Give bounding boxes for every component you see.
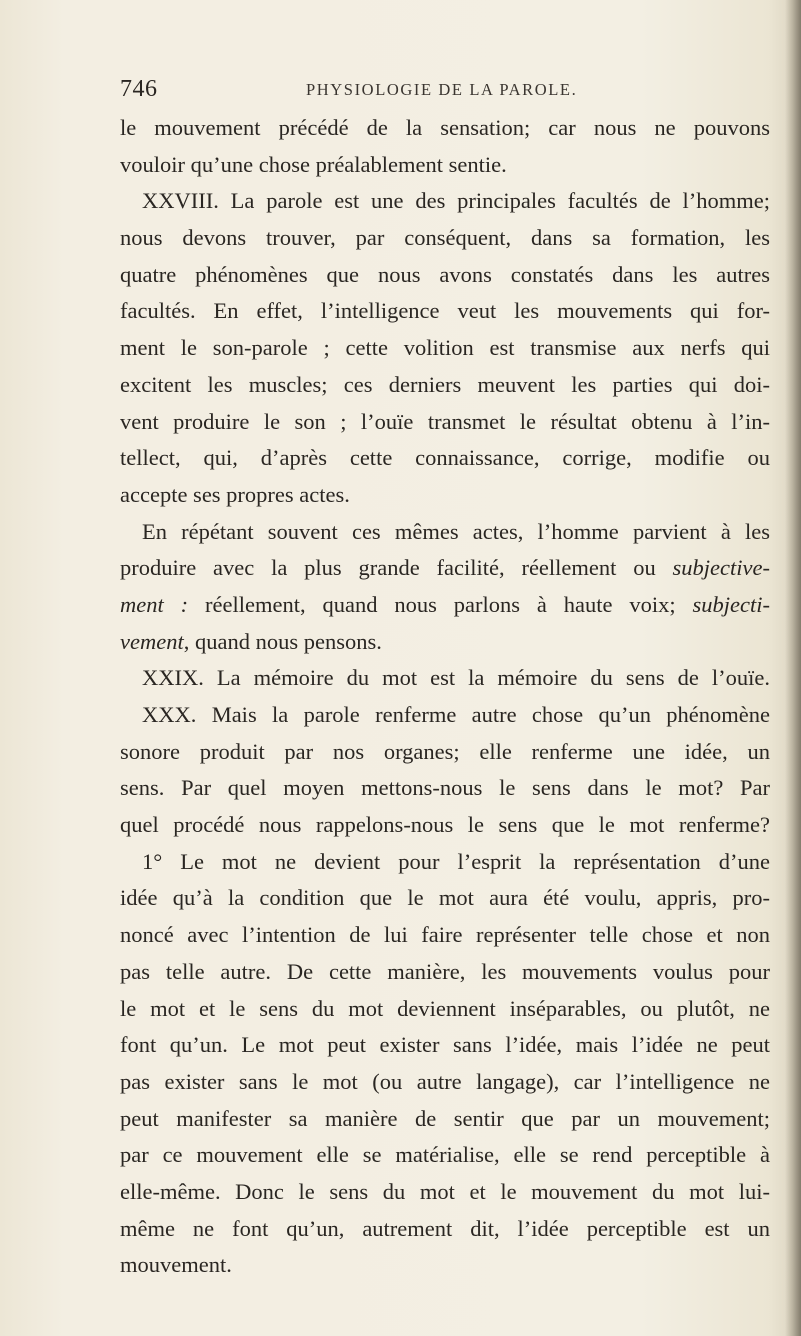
text-line <box>120 514 770 551</box>
text-line <box>120 367 770 404</box>
text-line <box>120 147 770 184</box>
text-line <box>120 1211 770 1248</box>
text-segment: XXX. Mais la parole renferme autre chose qu’un phénomène <box>142 702 770 727</box>
text-segment: font qu’un. Le mot peut exister sans l’idée, mais l’idée ne peut <box>120 1032 770 1058</box>
text-line <box>120 880 770 917</box>
text-segment: quel procédé nous rappelons-nous le sens que le mot renferme? <box>120 812 770 838</box>
italic-text: ment : <box>120 591 189 617</box>
text-segment: noncé avec l’intention de lui faire représenter telle chose et non <box>120 922 770 948</box>
text-segment: vouloir qu’une chose préalablement sentie. <box>120 151 507 177</box>
text-segment: XXIX. La mémoire du mot est la mémoire du sens de l’ouïe. <box>142 665 770 691</box>
text-line <box>120 550 770 587</box>
text-line <box>120 257 770 294</box>
text-line <box>120 220 770 257</box>
text-segment: quatre phénomènes que nous avons constatés dans les autres <box>120 261 770 287</box>
italic-text: vement <box>120 628 184 654</box>
text-segment: sonore produit par nos organes; elle renferme une idée, un <box>120 738 770 764</box>
text-line <box>120 1027 770 1064</box>
text-segment: pas exister sans le mot (ou autre langage), car l’intelligence ne <box>120 1068 770 1094</box>
text-segment: le mouvement précédé de la sensation; car nous ne pouvons <box>120 115 770 140</box>
running-head: PHYSIOLOGIE DE LA PAROLE. <box>306 80 578 99</box>
text-line <box>120 110 770 147</box>
text-segment: même ne font qu’un, autrement dit, l’idée perceptible est un <box>120 1215 770 1241</box>
text-line <box>120 624 770 661</box>
text-segment: produire avec la plus grande facilité, réellement ou <box>120 555 673 581</box>
text-line <box>120 330 770 367</box>
page-gutter-shadow <box>785 0 801 1336</box>
text-segment: idée qu’à la condition que le mot aura été voulu, appris, pro- <box>120 885 770 911</box>
text-line <box>120 807 770 844</box>
text-line <box>120 440 770 477</box>
text-segment: facultés. En effet, l’intelligence veut les mouvements qui for- <box>120 298 770 324</box>
text-segment: XXVIII. La parole est une des principales facultés de l’homme; <box>142 188 770 214</box>
text-segment: vent produire le son ; l’ouïe transmet le résultat obtenu à l’in- <box>120 408 770 434</box>
italic-text: subjecti- <box>692 591 770 617</box>
text-line <box>120 1101 770 1138</box>
text-line <box>120 293 770 330</box>
text-line <box>120 404 770 441</box>
text-segment: le mot et le sens du mot deviennent inséparables, ou plutôt, ne <box>120 995 770 1021</box>
text-line <box>120 660 770 697</box>
text-line <box>120 1064 770 1101</box>
text-segment: , quand nous pensons. <box>183 628 382 654</box>
text-line <box>120 954 770 991</box>
text-line <box>120 183 770 220</box>
italic-text: subjective- <box>672 555 770 581</box>
text-segment: sens. Par quel moyen mettons-nous le sens dans le mot? Par <box>120 775 770 801</box>
text-segment: 1° Le mot ne devient pour l’esprit la représentation d’une <box>142 848 770 874</box>
body-text <box>120 110 770 1284</box>
text-segment: par ce mouvement elle se matérialise, elle se rend perceptible à <box>120 1142 770 1168</box>
text-segment: ment le son-parole ; cette volition est transmise aux nerfs qui <box>120 335 770 361</box>
text-line <box>120 844 770 881</box>
text-segment: excitent les muscles; ces derniers meuvent les parties qui doi- <box>120 371 770 397</box>
text-line <box>120 1137 770 1174</box>
text-segment: tellect, qui, d’après cette connaissance, corrige, modifie ou <box>120 445 770 471</box>
text-segment: En répétant souvent ces mêmes actes, l’homme parvient à les <box>142 518 770 544</box>
text-segment: peut manifester sa manière de sentir que par un mouvement; <box>120 1105 770 1131</box>
text-line <box>120 1247 770 1284</box>
text-line <box>120 477 770 514</box>
text-line <box>120 587 770 624</box>
text-segment: pas telle autre. De cette manière, les mouvements voulus pour <box>120 958 770 984</box>
text-segment: accepte ses propres actes. <box>120 481 350 507</box>
page-number: 746 <box>120 76 158 102</box>
text-segment: réellement, quand nous parlons à haute voix; <box>188 591 693 617</box>
text-line <box>120 734 770 771</box>
text-line <box>120 991 770 1028</box>
text-segment: nous devons trouver, par conséquent, dans sa formation, les <box>120 225 770 251</box>
text-segment: elle-même. Donc le sens du mot et le mouvement du mot lui- <box>120 1178 770 1204</box>
text-line <box>120 770 770 807</box>
text-line <box>120 917 770 954</box>
page-header <box>120 76 770 106</box>
text-line <box>120 1174 770 1211</box>
text-segment: mouvement. <box>120 1252 232 1278</box>
text-line <box>120 697 770 734</box>
